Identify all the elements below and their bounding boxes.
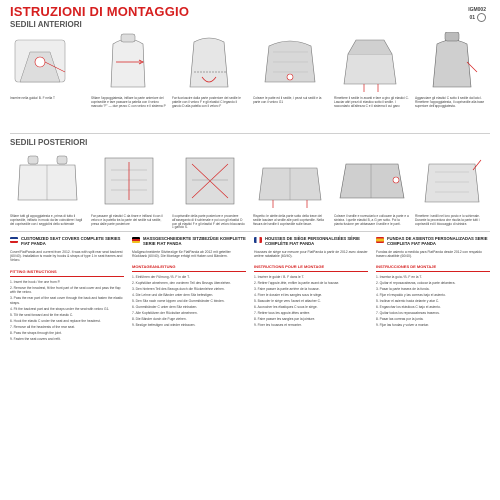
step-caption: Far fuoriuscire dalla parte posteriore del sedile le patelle con il velcro F e gli elastici C legando il gancio D alla patella con il velcro F: [172, 96, 241, 108]
step-text: 3. Faire passer la partie arrière de la housse.: [254, 287, 320, 292]
column-title: MASSGESCHNEIDERTE SITZBEZÜGE KOMPLETTE SERIE FIAT PANDA: [143, 236, 246, 246]
column-french: [254, 236, 368, 343]
step-caption: Il coprisedile della parte posteriore e procedere all'asseganto di ti schienale e poi con gli elastici D con gli elastici F e gli elastici F del velcro bloccando 1 gancio S.: [172, 214, 245, 230]
step-caption: Coleare il sedile e rovesciarlo e collocare la parte e a sinistra. I quelle elastici B, a G per sotto. Poi la pianta fusione per abbassare il sedile e le parti.: [334, 214, 409, 226]
step-text: 5. Tilt the seat forward and tie the elastic C.: [10, 312, 74, 317]
badge-page: 01: [469, 14, 475, 21]
step-caption: Inserire nella guida/ B. F nella T: [10, 96, 55, 100]
rear-step-4: [253, 150, 328, 230]
instruction-list: [132, 275, 246, 327]
step-text: 6. Enganchar los elásticos C bajo el asiento.: [376, 305, 441, 310]
step-text: 7. Remove all the headrests of the rear seat.: [10, 324, 76, 329]
step-text: 4. Die Lehne und die Bänder unter dem Sitz befestigen.: [132, 293, 214, 298]
column-intro: Housses de siège sur mesure pour FiatPanda à partir de 2012 avec dossier arrière rabattable (60/40).: [254, 250, 368, 259]
front-step-5: [334, 32, 409, 108]
seat-illustration: [415, 32, 490, 94]
section-title-front: SEDILI ANTERIORI: [10, 20, 82, 29]
step-text: 3. Pasar la parte trasera de la funda.: [376, 287, 430, 292]
step-text: 6. Hook the elastic C under the seat and replace the headrest.: [10, 318, 101, 323]
step-text: 5. Basculer le siège vers l'avant et attacher C.: [254, 299, 321, 304]
seat-illustration: [334, 150, 409, 212]
step-caption: Rimettere il sedile in avanti e fare a giro gli elastici C. Lasciar altri pezzi di elastico sotto il sedile. I raccordarlo all'altezza C e il sistema il cui ganc: [334, 96, 409, 108]
step-text: 9. Fijar las fundas y volver a montar.: [376, 323, 429, 328]
page-title: ISTRUZIONI DI MONTAGGIO: [10, 4, 190, 19]
step-text: 1. Insertar la guía / B. F en la T.: [376, 275, 422, 280]
front-step-1: [10, 32, 85, 108]
column-intro: Fundas de asiento a medida para FiatPanda desde 2012 con respaldo trasero abatible (60/40).: [376, 250, 482, 259]
step-text: 5. Den Sitz nach vorne kippen und die Gummibänder C binden.: [132, 299, 225, 304]
step-text: 5. Inclinar el asiento hacia delante y atar C.: [376, 299, 440, 304]
step-text: 4. Fijar el respaldo y las correas bajo el asiento.: [376, 293, 446, 298]
column-intro: Cover/FiatPanda and current from 2012. It was with split rear seat backrest (60/40). Installation is made by hooks & straps of type 1 in seat frames and Velcro.: [10, 250, 123, 263]
page-badge: [468, 7, 486, 22]
step-text: 2. Kopfstütze abnehmen, den vorderen Teil des Bezugs überziehen.: [132, 281, 232, 286]
rear-step-1: [10, 150, 85, 230]
step-text: 8. Die Bänder durch die Fuge ziehen.: [132, 317, 187, 322]
column-title: FUNDAS DE ASIENTOS PERSONALIZADAS SERIE COMPLETA FIAT PANDA: [387, 236, 488, 246]
fitting-heading: FITTING INSTRUCTIONS: [10, 269, 124, 277]
seat-illustration: [91, 32, 166, 94]
instruction-list: [376, 275, 490, 327]
step-caption: Rispetto: le alette della parte sotto della trave del sedile lasciare al sedile alle parti coprisedile. Nella fissura del sedile il coprisedile sulle fasce.: [253, 214, 324, 226]
seat-illustration: [91, 150, 166, 212]
step-text: 8. Pass the straps through the joint.: [10, 330, 62, 335]
step-text: 4. Fit the backrest part and the straps under the seat with velcro G1.: [10, 306, 110, 311]
column-spanish: [376, 236, 490, 343]
rear-step-5: [334, 150, 409, 230]
column-title: HOUSSES DE SIÈGE PERSONNALISÉES SÉRIE COMPLÈTE FIAT PANDA: [265, 236, 360, 246]
step-text: 9. Bezüge befestigen und wieder einbauen.: [132, 323, 196, 328]
step-caption: Sfilare l'appoggiatesta, infilare la parte anteriore del coprisedile e fare passare la patella con il velcro marcato "F" — due pezzo C con velcro e il sistema P: [91, 96, 166, 108]
rear-steps-row: [10, 150, 490, 230]
flag-icon: [10, 237, 18, 243]
step-caption: Rimettere i sedili nel loro posto e lo schienale. Durante la procedura che risulta la parte tutti i coprisedili ed il bloccaggio di sinistra: [415, 214, 480, 226]
seat-illustration: [172, 150, 247, 212]
rear-step-2: [91, 150, 166, 230]
step-text: 1. Einführen der Führung / B. F in die T.: [132, 275, 190, 280]
flag-icon: [254, 237, 262, 243]
step-text: 2. Retirer l'appuie-tête, enfiler la partie avant de la housse.: [254, 281, 340, 286]
step-caption: Agganciare gli elastici C sotto il sedile dal lato I. Rimettere l'appoggiatesta, Il coprisedile alla base superiore dell'appoggiatesta.: [415, 96, 485, 108]
flag-icon: [132, 237, 140, 243]
instruction-list: [10, 280, 124, 342]
divider: [10, 133, 490, 134]
front-step-3: [172, 32, 247, 108]
circle-icon: [477, 13, 486, 22]
front-step-6: [415, 32, 490, 108]
step-caption: Far passare gli elastici C da tirare e infilarsi ti con il velcro e la patella tra la parte del sedile sul sedile, presa dalle parte posteriore: [91, 214, 163, 226]
fitting-heading: INSTRUCCIONES DE MONTAJE: [376, 264, 490, 272]
seat-illustration: [172, 32, 247, 94]
step-text: 7. Retirer tous les appuie-têtes arrière.: [254, 311, 311, 316]
step-caption: Coleare le patte ed il sedile, i pezzi sui sedili e la parte con il velcro G1: [253, 96, 322, 104]
instruction-list: [254, 275, 368, 327]
step-text: 1. Insert the hook / the one from P.: [10, 279, 61, 284]
column-english: [10, 236, 124, 343]
seat-illustration: [10, 32, 85, 94]
step-text: 8. Faire passer les sangles par la jointure.: [254, 317, 316, 322]
flag-icon: [376, 237, 384, 243]
section-title-rear: SEDILI POSTERIORI: [10, 138, 88, 147]
column-intro: Maßgeschneiderte Sitzbezüge für FiatPanda ab 2012 mit geteilter Rückbank (60/40). Die Montage erfolgt mit Haken und Bändern.: [132, 250, 231, 259]
step-text: 7. Alle Kopfstützen der Rücksitze abnehmen.: [132, 311, 198, 316]
step-text: 3. Den hinteren Teil des Bezugs durch die Rückenlehne ziehen.: [132, 287, 225, 292]
step-text: 2. Quitar el reposacabezas, colocar la parte delantera.: [376, 281, 456, 286]
front-step-2: [91, 32, 166, 108]
rear-step-3: [172, 150, 247, 230]
step-caption: Sfilare tutti gli appoggiatesta e, prima di tutto il coprisedile, infilarlo in modo da far coincidere i tagli del coprisedile con i seggiolini dello schienale: [10, 214, 83, 226]
step-text: 8. Pasar las correas por la junta.: [376, 317, 424, 322]
fitting-heading: INSTRUCTIONS POUR LE MONTAGE: [254, 264, 368, 272]
divider: [10, 231, 490, 232]
step-text: 7. Quitar todos los reposacabezas traseros.: [376, 311, 440, 316]
seat-illustration: [334, 32, 409, 94]
front-steps-row: [10, 32, 490, 108]
fitting-heading: MONTAGEANLEITUNG: [132, 264, 246, 272]
instruction-columns: [10, 236, 490, 343]
column-title: CUSTOMIZED SEAT COVERS COMPLETE SERIES FIAT PANDA: [21, 236, 121, 246]
step-text: 4. Fixer le dossier et les sangles sous le siège.: [254, 293, 323, 298]
step-text: 9. Fasten the seat covers and refit.: [10, 336, 61, 341]
step-text: 2. Remove the headrest, fit the front part of the seat cover and pass the flap with the velcro.: [10, 285, 121, 295]
rear-step-6: [415, 150, 490, 230]
step-text: 6. Gummibänder C unter dem Sitz einhaken.: [132, 305, 198, 310]
seat-illustration: [415, 150, 490, 212]
seat-illustration: [10, 150, 85, 212]
seat-illustration: [253, 150, 328, 212]
step-text: 6. Accrocher les élastiques C sous le siège.: [254, 305, 318, 310]
badge-code: IGM002: [468, 7, 486, 13]
step-text: 3. Pass the rear part of the seat cover through the back and fasten the elastic straps.: [10, 296, 123, 305]
front-step-4: [253, 32, 328, 108]
column-german: [132, 236, 246, 343]
step-text: 9. Fixer les housses et remonter.: [254, 323, 302, 328]
step-text: 1. Insérer le guide / B. F dans le T.: [254, 275, 305, 280]
seat-illustration: [253, 32, 328, 94]
